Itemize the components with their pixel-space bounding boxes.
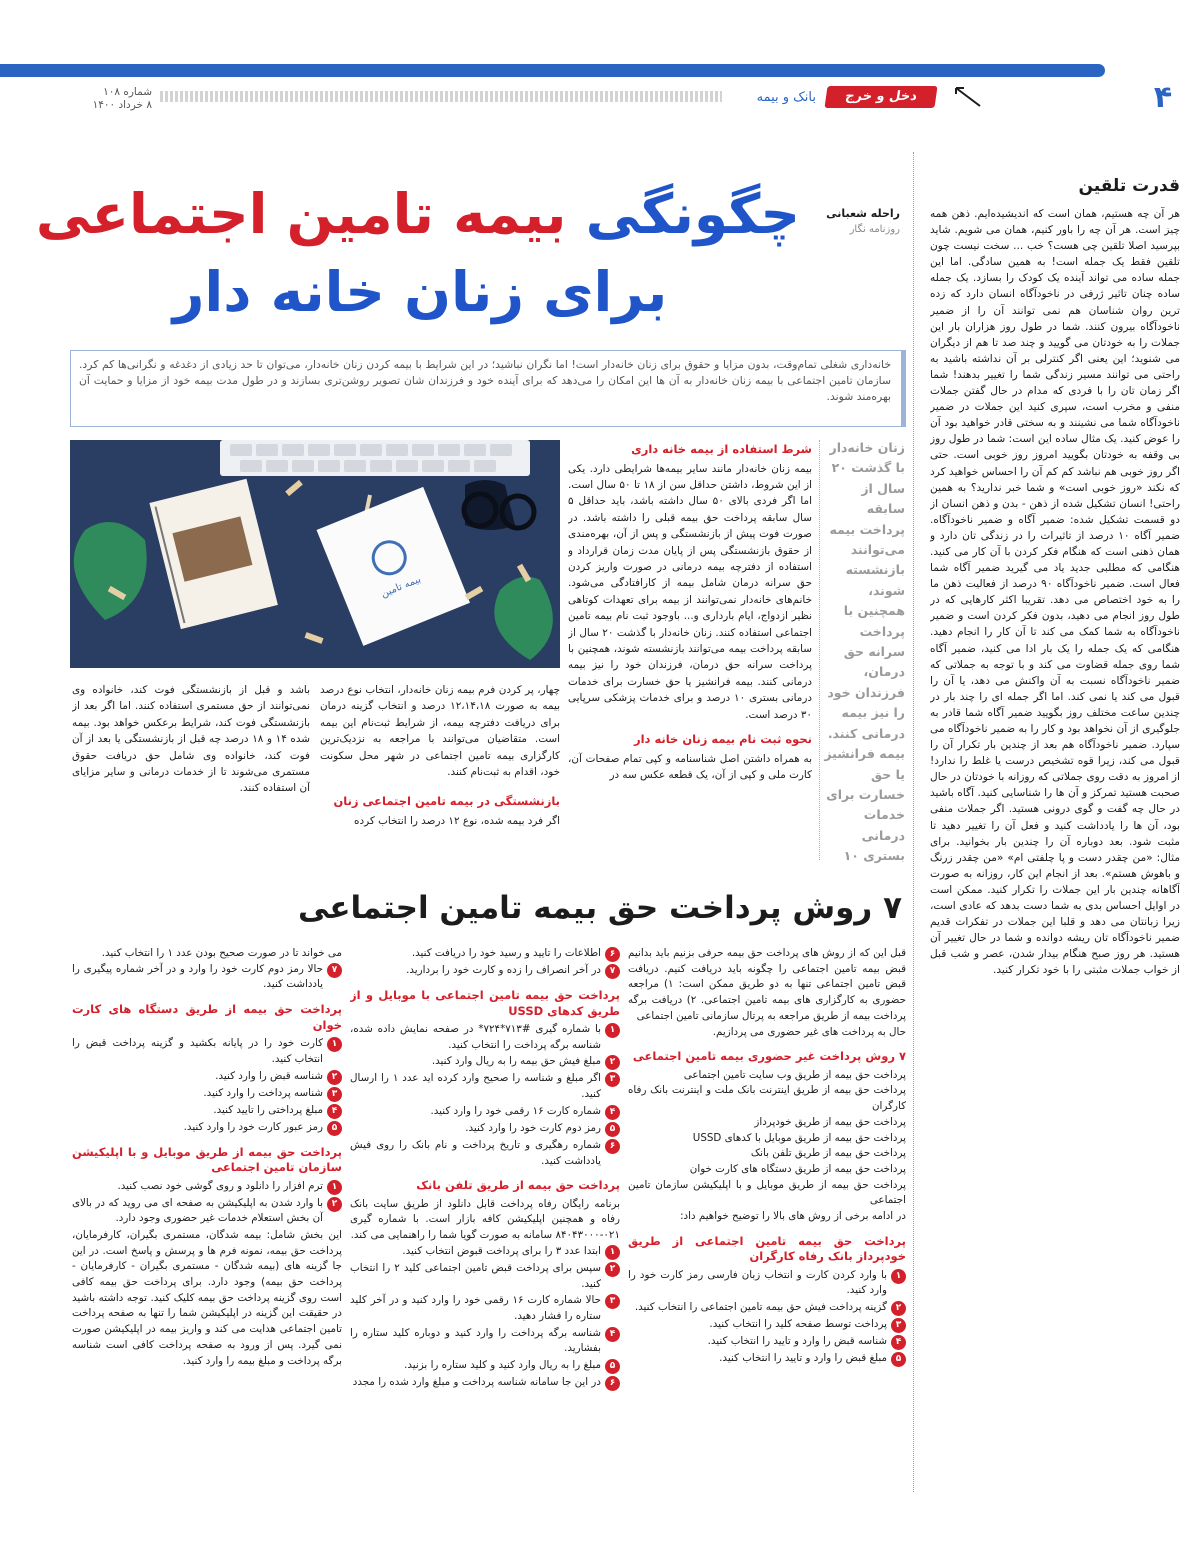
step-number: ۱ bbox=[891, 1269, 906, 1284]
method-item: پرداخت حق بیمه از طریق موبایل و با اپلیکیشن سازمان تامین اجتماعی bbox=[628, 1178, 906, 1207]
step-text: حالا رمز دوم کارت خود را وارد و در آخر شماره پیگیری را یادداشت کنید. bbox=[72, 962, 323, 991]
step-text: ابتدا عدد ۳ را برای پرداخت قبوض انتخاب کنید. bbox=[402, 1244, 601, 1257]
step-number: ۱ bbox=[605, 1245, 620, 1260]
step-text: با وارد شدن به اپلیکیشن به صفحه ای می روید که در بالای آن بخش استعلام خدمات غیر حضوری وجود دارد. bbox=[72, 1196, 323, 1225]
step-number: ۶ bbox=[605, 1139, 620, 1154]
sec3-body: اگر فرد بیمه شده، نوع ۱۲ درصد را انتخاب کرده bbox=[354, 814, 560, 827]
ussd-step bbox=[350, 1071, 620, 1102]
step-text: با وارد کردن کارت و انتخاب زبان فارسی رمز کارت خود را وارد کنید. bbox=[628, 1268, 887, 1297]
step-text: شناسه پرداخت را وارد کنید. bbox=[203, 1086, 323, 1099]
step-number: ۳ bbox=[327, 1087, 342, 1102]
title-part-1: چگونگی bbox=[585, 182, 800, 246]
pos-step bbox=[72, 1103, 342, 1119]
intro: قبل این که از روش های پرداخت حق بیمه حرفی بزنیم باید بدانیم قبض بیمه تامین اجتماعی را چگونه باید دریافت کنیم. دریافت قبض تامین اجتماعی تنها به دو طریق ممکن است: ۱) مراجعه حضوری به کارگزاری های بیمه تامین اجتماعی. ۲) دریافت برگه پرداخت بیمه از طریق مراجعه به پرتال سازمانی تامین اجتماعی bbox=[628, 947, 906, 1022]
step-number: ۳ bbox=[605, 1072, 620, 1087]
ussd-step bbox=[350, 1022, 620, 1053]
step-text: حالا شماره کارت ۱۶ رقمی خود را وارد کنید و در آخر کلید ستاره را فشار دهید. bbox=[350, 1294, 601, 1322]
step-number: ۳ bbox=[605, 1294, 620, 1309]
atm-title: پرداخت حق بیمه تامین اجتماعی از طریق خودپرداز بانک رفاه کارگران bbox=[628, 1233, 906, 1264]
issue-info bbox=[88, 86, 152, 112]
step-text: شناسه قبض را وارد و تایید را انتخاب کنید. bbox=[707, 1335, 887, 1348]
ussd-pre-step bbox=[350, 946, 620, 962]
header-stripe bbox=[160, 91, 722, 102]
step-number: ۱ bbox=[605, 1023, 620, 1038]
atm-step bbox=[628, 1351, 906, 1367]
step-number: ۲ bbox=[327, 1070, 342, 1085]
pos-step bbox=[72, 1069, 342, 1085]
methods-outro: در ادامه برخی از روش های بالا را توضیح خواهیم داد: bbox=[680, 1210, 906, 1223]
author-name: راحله شعبانی bbox=[826, 207, 900, 220]
step-number: ۵ bbox=[891, 1352, 906, 1367]
phone-step bbox=[350, 1244, 620, 1260]
phone-title: پرداخت حق بیمه از طریق تلفن بانک bbox=[416, 1178, 620, 1193]
author-block bbox=[812, 206, 900, 238]
pos-step bbox=[72, 1120, 342, 1136]
step-text: با شماره گیری #۷۱۳*۷۲۴* در صفحه نمایش داده شده، شناسه برگه پرداخت را انتخاب کنید. bbox=[350, 1023, 601, 1051]
phone-cont: می خواند تا در صورت صحیح بودن عدد ۱ را انتخاب کنید. bbox=[101, 947, 342, 959]
issue-date: ۸ خرداد ۱۴۰۰ bbox=[92, 99, 152, 111]
step-text: سپس برای پرداخت قبض تامین اجتماعی کلید ۲ را انتخاب کنید. bbox=[350, 1261, 601, 1290]
phone-step bbox=[350, 1293, 620, 1324]
title-line-1 bbox=[35, 178, 800, 250]
ussd-step bbox=[350, 1054, 620, 1070]
step-number: ۴ bbox=[605, 1327, 620, 1342]
sidebar-divider bbox=[913, 152, 914, 1492]
step-number: ۲ bbox=[327, 1197, 342, 1212]
ussd-pre-step bbox=[350, 963, 620, 979]
step-text: رمز دوم کارت خود را وارد کنید. bbox=[465, 1121, 601, 1134]
step-number: ۶ bbox=[605, 947, 620, 962]
sec1-title: شرط استفاده از بیمه خانه داری bbox=[631, 442, 812, 456]
app-step bbox=[72, 1179, 342, 1195]
atm-step bbox=[628, 1334, 906, 1350]
step-text: گزینه پرداخت فیش حق بیمه تامین اجتماعی را انتخاب کنید. bbox=[634, 1301, 887, 1314]
step-text: مبلغ را به ریال وارد کنید و کلید ستاره را بزنید. bbox=[404, 1359, 601, 1372]
step-text: مبلغ قبض را وارد و تایید را انتخاب کنید. bbox=[719, 1352, 887, 1365]
pullquote-rule bbox=[819, 440, 820, 860]
phone-step bbox=[350, 1358, 620, 1374]
sec1-body: بیمه زنان خانه‌دار مانند سایر بیمه‌ها شرایطی دارد. یکی از این شروط، داشتن حداقل سن از ۱۸ تا ۵۰ سال است. اما اگر فردی بالای ۵۰ سال داشته باشد، باید حداقل ۵ سال سابقه پرداخت حق بیمه قبلی را داشته باشد. در صورت فوت پیش از بازنشستگی و پس از آن، بهره‌مندی از حقوق بازنشستگی پس از پایان مدت زمان قرارداد و استفاده از دفترچه بیمه درمانی در صورت واریز کردن حق سرانه درمان شامل بیمه از کارافتادگی می‌شود. خانم‌های خانه‌دار نمی‌توانند از بیمه برای تعهدات کوتاهی نظیر ازدواج، ایام بارداری و... باوجود ثبت نام بیمه تامین اجتماعی استفاده کنند. زنان خانه‌دار با گذشت ۲۰ سال از سابقه پرداخت بیمه می‌توانند بازنشسته شوند، همچنین با پرداخت سرانه حق درمان، فرزندان خود را نیز بیمه درمانی کنند. بیمه فرانشیز یا حق خسارت برای خدمات درمانی بستری ۱۰ درصد و برای خدمات پزشکی سرپایی ۳۰ درصد است. bbox=[568, 462, 812, 721]
step-text: در آخر انصراف را زده و کارت خود را بردارید. bbox=[406, 964, 601, 976]
article2-title: ۷ روش پرداخت حق بیمه تامین اجتماعی bbox=[298, 890, 902, 926]
sidebar-body: هر آن چه هستیم، همان است که اندیشیده‌ایم. ذهن همه چیز است. هر آن چه را باور کنیم، همان می شویم. شاید بپرسید اصلا تلقین چی هست؟ خب ... سخت نیست چون تلقین فقط یک جمله است! به همین سادگی. اما این جمله ساده می تواند آینده یک کودک را بسازد. یک جمله ساده چنان تاثیر ژرفی در ناخودآگاه انسان دارد که زده ترین روان شناسان هم نمی توانند آن را از ضمیر ناخودآگاه بیرون کنند. شما در طول روز هزاران بار این جملات را به خودتان می گویید و چند صد تا هم از دیگران می شنوید؛ این یعنی اگر کنترلی بر آن نداشته باشید به راحتی می توانند مسیر زندگی شما را تغییر بدهند! شما اگر زمان تان را با فردی که مدام در حال گفتن جملات منفی و مخرب است، سپری کنید این جملات در ضمیر ناخودآگاه شما می نشینند و به سختی قادر خواهید بود آن را عوض کنید. یک مثال ساده این است: شما در طول روز بی وقفه به خودتان بگویید امروز روز خوبی است. حتی اگر روز خوبی هم نباشد کم کم آن را احساس خواهید کرد که نکند «روز خوبی است» و شما خبر ندارید؟ به همین راحتی! انسان تشکیل شده از ذهن - بدن و ذهن انسان از دو قسمت تشکیل شده: ضمیر آگاه و ضمیر ناخودآگاه. ضمیر آگاه ۱۰ درصد از تاثیرات را در زندگی تان دارد و همان ذهنی است که هنگام فکر کردن با آن کار می کنید. هنگامی که مطلبی جدید یاد می گیرید ضمیر آگاه شما فعال است. ضمیر ناخودآگاه ۹۰ درصد از فعالیت ذهن ما را به خود اختصاص می دهد. تقریبا اکثر کارهایی که در طول روز انجام می دهید، بدون فکر کردن است و ضمیر ناخودآگاه به شما کمک می کند تا آن کار را انجام دهید. هنگامی که یک جمله را یک بار ادا می کنید، ضمیر آگاه شما روی جمله قضاوت می کند و با توجه به جملاتی که ضمیر ناخودآگاه نسبت به آن واکنش می دهد، یا آن را قبول می کند یا نمی کند. اما اگر جمله ای را چند بار در چندین ساعت مختلف روز بگویید ضمیر آگاه شما قادر به جلوگیری از آن نخواهد بود و کار را به ضمیر ناخودآگاه می سپارد. ضمیر ناخودآگاه هم بعد از چندین بار تکرار آن را قبول می کند، زیرا قوه تشخیص درست یا غلط را ندارد! از امروز به دقت روی جملاتی که روزانه با خودتان در حال صحبت هستید تمرکز و آن ها را شناسایی کنید. آگاه باشید در حال چه گفت و گوی درونی هستید. اگر جملات منفی بود، آن ها را یادداشت کنید و فعل آن را تغییر دهید تا مثبت شود. بعد دوباره آن را چندین بار بخوانید. برای مثال: «من چقدر دست و پا چلفتی ام» «من چقدر زرنگ و باهوش هستم». بعد از انجام این کار، روزانه به صورت آگاهانه چندین بار این جملات را تکرار کنید. ممکن است در اوایل احساس بدی به شما دست بدهد که عادی است، زیرا زبانتان می دهد و قلبا این جملات در تفکرات قدیم ضمیر ناخودآگاه تان ریشه دوانده و شما در حال تغییر آن هستید. هر روز صبح هنگام بیدار شدن، عصر و شب قبل از خواب جملات مثبتی را با خود تکرار کنید. bbox=[930, 208, 1180, 977]
step-number: ۷ bbox=[327, 963, 342, 978]
atm-step bbox=[628, 1317, 906, 1333]
step-number: ۱ bbox=[327, 1037, 342, 1052]
intro2: حال به پرداخت های غیر حضوری می پردازیم. bbox=[712, 1025, 906, 1038]
step-number: ۵ bbox=[605, 1122, 620, 1137]
step-text: شماره کارت ۱۶ رقمی خود را وارد کنید. bbox=[430, 1104, 601, 1117]
step-text: شناسه قبض را وارد کنید. bbox=[215, 1069, 323, 1082]
issue-number: شماره ۱۰۸ bbox=[103, 86, 152, 98]
ussd-step bbox=[350, 1138, 620, 1169]
step-text: رمز عبور کارت خود را وارد کنید. bbox=[183, 1120, 323, 1133]
article2-col-2 bbox=[350, 946, 620, 1536]
method-item: پرداخت حق بیمه از طریق دستگاه های کارت خوان bbox=[689, 1162, 906, 1175]
phone-step bbox=[350, 1375, 620, 1391]
article-col-c bbox=[72, 682, 310, 866]
article-col-b bbox=[320, 682, 560, 866]
sec3-cont: باشد و قبل از بازنشستگی فوت کند، خانواده وی نمی‌توانند از حق مستمری استفاده کنند. اما اگر بعد از بازنشستگی فوت کند، شرایط برعکس خواهد بود. بیمه شده ۱۴ و ۱۸ درصد چه قبل از بازنشستگی یا بعد از آن فوت کند، خانواده وی شامل حق دریافت حقوق مستمری می‌شوند تا از خدمات درمانی و سایر مزایای آن استفاده کنند. bbox=[72, 684, 310, 795]
methods-title: ۷ روش پرداخت غیر حضوری بیمه تامین اجتماعی bbox=[632, 1049, 906, 1064]
title-line-2: برای زنان خانه دار bbox=[172, 260, 668, 324]
method-item: پرداخت حق بیمه از طریق خودپرداز bbox=[754, 1115, 906, 1128]
ussd-step bbox=[350, 1121, 620, 1137]
section-label: بانک و بیمه bbox=[756, 90, 816, 105]
pos-step bbox=[72, 1086, 342, 1102]
method-item: پرداخت حق بیمه از طریق موبایل با کدهای USSD bbox=[692, 1131, 906, 1144]
sec3-title: بازنشستگی در بیمه تامین اجتماعی زنان bbox=[333, 794, 560, 809]
methods-list bbox=[628, 1068, 906, 1209]
article-photo bbox=[70, 440, 560, 668]
step-number: ۷ bbox=[605, 964, 620, 979]
sec2-title: نحوه ثبت نام بیمه زنان خانه دار bbox=[633, 732, 812, 746]
ussd-step bbox=[350, 1104, 620, 1120]
lead-box bbox=[70, 350, 906, 427]
step-number: ۲ bbox=[605, 1262, 620, 1277]
step-number: ۲ bbox=[891, 1301, 906, 1316]
brand-logo bbox=[824, 86, 937, 108]
ussd-title: پرداخت حق بیمه تامین اجتماعی با موبایل و از طریق کدهای USSD bbox=[350, 988, 620, 1018]
article2-col-1 bbox=[628, 946, 906, 1536]
step-number: ۶ bbox=[605, 1376, 620, 1391]
photo-illustration bbox=[70, 440, 560, 668]
step-text: در این جا سامانه شناسه پرداخت و مبلغ وارد شده را مجدد bbox=[352, 1376, 601, 1389]
phone-step bbox=[350, 1261, 620, 1292]
step-text: کارت خود را در پایانه بکشید و گزینه پرداخت قبض را انتخاب کنید. bbox=[72, 1037, 323, 1065]
step-number: ۵ bbox=[605, 1359, 620, 1374]
step-text: مبلغ فیش حق بیمه را به ریال وارد کنید. bbox=[431, 1055, 601, 1068]
page-number: ۴ bbox=[1153, 80, 1173, 115]
phone-step bbox=[350, 1326, 620, 1357]
step-number: ۵ bbox=[327, 1121, 342, 1136]
method-item: پرداخت حق بیمه از طریق اینترنت بانک ملت و اینترنت بانک رفاه کارگران bbox=[628, 1084, 906, 1113]
pos-title: پرداخت حق بیمه از طریق دستگاه های کارت خوان bbox=[72, 1002, 342, 1032]
app-body: این بخش شامل: بیمه شدگان، مستمری بگیران، کارفرمایان، پرداخت حق بیمه، نمونه فرم ها و پرسش و پاسخ است. در این جا گزینه های (بیمه شدگان - مستمری بگیران - کارفرمایان - پرداخت حق بیمه) وجود دارد. برای پرداخت حق بیمه کافی است روی گزینه پرداخت حق بیمه کلیک کنید. توجه داشته باشید در حقیقت این گزینه در اپلیکیشن شما را تنها به صفحه پرداخت تامین اجتماعی هدایت می کند و واریز بیمه در اپلیکیشن صورت نمی گیرد. پس از ورود به صفحه پرداخت کافی است شناسه برگه پرداخت و مبلغ بیمه را وارد کنید. bbox=[72, 1228, 342, 1367]
pullquote: زنان خانه‌دار با گذشت ۲۰ سال از سابقه پرداخت بیمه می‌توانند بازنشسته شوند، همچنین با پرداخت سرانه حق درمان، فرزندان خود را نیز بیمه درمانی کنند. بیمه فرانشیز یا حق خسارت برای خدمات درمانی بستری ۱۰ bbox=[824, 440, 905, 864]
atm-step bbox=[628, 1300, 906, 1316]
step-text: ترم افزار را دانلود و روی گوشی خود نصب کنید. bbox=[117, 1179, 323, 1192]
step-number: ۴ bbox=[327, 1104, 342, 1119]
step-text: اطلاعات را تایید و رسید خود را دریافت کنید. bbox=[411, 947, 601, 959]
notebook-logo-text: بیمه تامین bbox=[379, 574, 423, 600]
app-title: پرداخت حق بیمه از طریق موبایل و با اپلیکیشن سازمان تامین اجتماعی bbox=[72, 1144, 342, 1175]
step-text: شماره رهگیری و تاریخ پرداخت و نام بانک را روی فیش یادداشت کنید. bbox=[350, 1138, 601, 1167]
sec2-cont: چهار، پر کردن فرم بیمه زنان خانه‌دار، انتخاب نوع درصد بیمه به صورت ۱۲،۱۴،۱۸ درصد و انتخاب گزینه درمان برای دریافت دفترچه بیمه، از شرایط ثبت‌نام این بیمه است. متقاضیان می‌توانند با مراجعه به نزدیک‌ترین کارگزاری بیمه تامین اجتماعی در شهر محل سکونت خود، اقدام به ثبت‌نام کنند. bbox=[320, 684, 560, 779]
step-text: شناسه برگه پرداخت را وارد کنید و دوباره کلید ستاره را بفشارید. bbox=[350, 1326, 601, 1355]
step-number: ۱ bbox=[327, 1180, 342, 1195]
brand-text: دخل و خرج bbox=[844, 89, 918, 104]
step-number: ۳ bbox=[891, 1318, 906, 1333]
main-title bbox=[35, 178, 800, 328]
phone-step bbox=[72, 962, 342, 993]
article-col-a bbox=[568, 442, 812, 866]
app-step bbox=[72, 1196, 342, 1227]
step-number: ۴ bbox=[605, 1105, 620, 1120]
article2-col-3 bbox=[72, 946, 342, 1536]
sidebar-title: قدرت تلقین bbox=[1078, 176, 1180, 196]
corner-arrow-icon bbox=[950, 84, 984, 110]
step-text: اگر مبلغ و شناسه را صحیح وارد کرده اید عدد ۱ را ارسال کنید. bbox=[350, 1072, 601, 1101]
author-role: روزنامه نگار bbox=[849, 224, 900, 235]
step-text: پرداخت توسط صفحه کلید را انتخاب کنید. bbox=[709, 1318, 887, 1331]
pos-step bbox=[72, 1036, 342, 1067]
step-number: ۴ bbox=[891, 1335, 906, 1350]
method-item: پرداخت حق بیمه از طریق وب سایت تامین اجتماعی bbox=[683, 1068, 906, 1081]
step-text: مبلغ پرداختی را تایید کنید. bbox=[213, 1103, 323, 1116]
title-part-2: بیمه تامین اجتماعی bbox=[35, 182, 567, 246]
sec2-body: به همراه داشتن اصل شناسنامه و کپی تمام صفحات آن، کارت ملی و کپی از آن، یک قطعه عکس سه در bbox=[568, 752, 812, 781]
header-bar bbox=[0, 64, 1105, 77]
atm-step bbox=[628, 1268, 906, 1299]
method-item: پرداخت حق بیمه از طریق تلفن بانک bbox=[750, 1147, 906, 1160]
step-number: ۲ bbox=[605, 1055, 620, 1070]
lead-text: خانه‌داری شغلی تمام‌وقت، بدون مزایا و حقوق برای زنان خانه‌دار است! اما نگران نباشید؛ در این شرایط با بیمه کردن زنان خانه‌دار، می‌توان تا حد زیادی از دغدغه و نگرانی‌ها کم کرد. سازمان تامین اجتماعی با بیمه زنان خانه‌دار به آن ها این امکان را می‌دهد که برای آینده خود و فرزندان شان تصویر روشن‌تری بسازند و در طول مدت بیمه خود از مزایا و حمایت آن بهره‌مند شوند. bbox=[79, 358, 891, 403]
phone-intro: برنامه رایگان رفاه پرداخت قابل دانلود از طریق سایت بانک رفاه و همچنین اپلیکیشن کافه بازار است. با شماره گیری ۰۲۱-۸۴۰۴۳۰۰۰ سامانه به صورت گویا شما را راهنمایی می کند. bbox=[350, 1197, 620, 1242]
